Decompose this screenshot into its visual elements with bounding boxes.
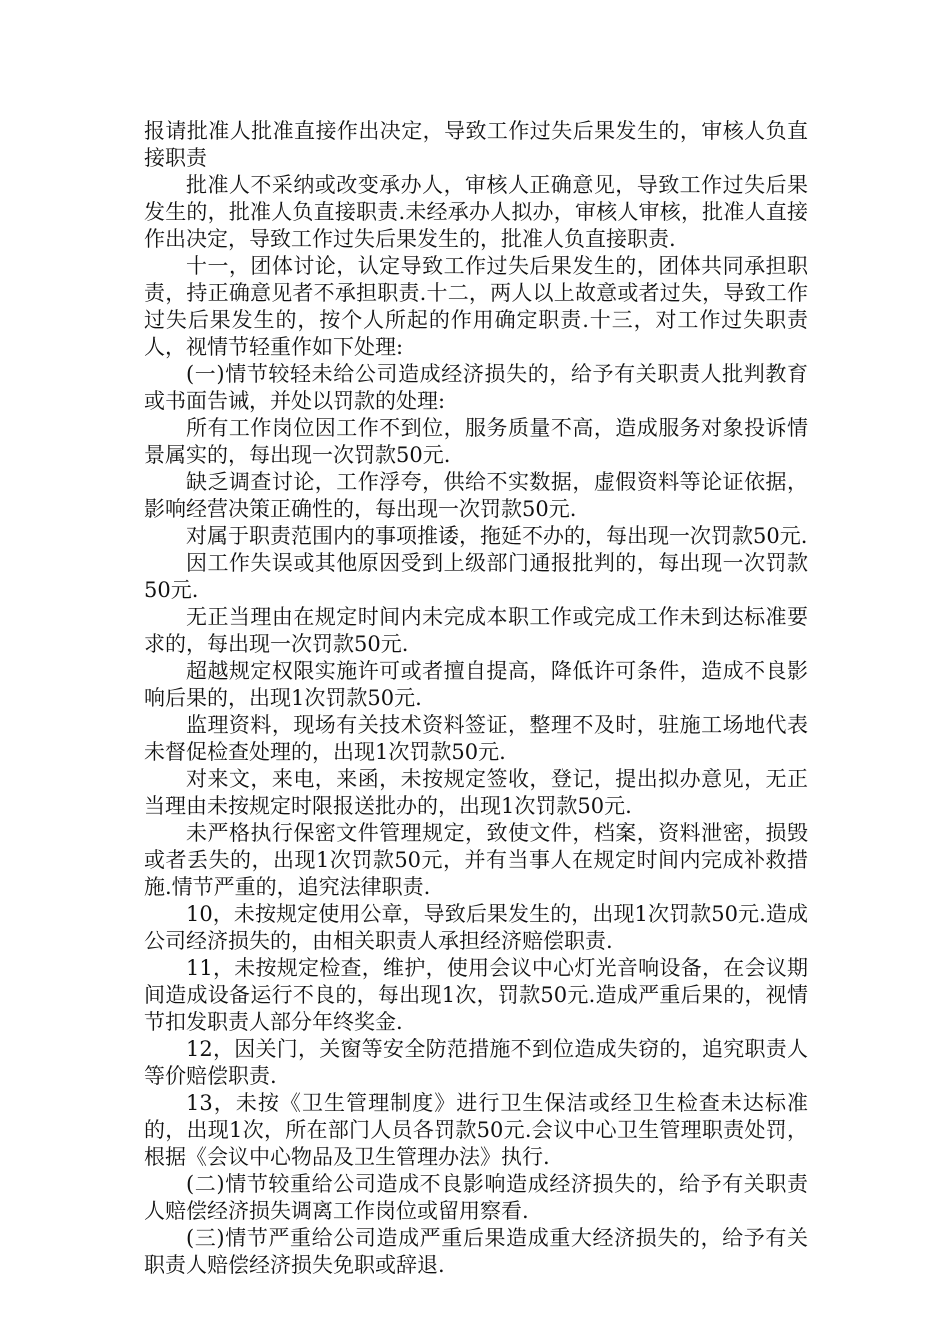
list-item: 未严格执行保密文件管理规定，致使文件，档案，资料泄密，损毁或者丢失的，出现1次罚款50元，并有当事人在规定时间内完成补救措施.情节严重的，追究法律职责. — [144, 821, 808, 899]
list-item: 所有工作岗位因工作不到位，服务质量不高，造成服务对象投诉情景属实的，每出现一次罚款50元. — [144, 416, 808, 467]
list-item: 超越规定权限实施许可或者擅自提高，降低许可条件，造成不良影响后果的，出现1次罚款50元. — [144, 659, 808, 710]
paragraph-group-discussion: 十一，团体讨论，认定导致工作过失后果发生的，团体共同承担职责，持正确意见者不承担职责.十二，两人以上故意或者过失，导致工作过失后果发生的，按个人所起的作用确定职责.十三，对工作过失职责人，视情节轻重作如下处理: — [144, 254, 808, 359]
paragraph-serious-cases: (二)情节较重给公司造成不良影响造成经济损失的，给予有关职责人赔偿经济损失调离工作岗位或留用察看. — [144, 1172, 808, 1223]
list-item: 11，未按规定检查，维护，使用会议中心灯光音响设备，在会议期间造成设备运行不良的，每出现1次，罚款50元.造成严重后果的，视情节扣发职责人部分年终奖金. — [144, 956, 808, 1034]
list-item: 对来文，来电，来函，未按规定签收，登记，提出拟办意见，无正当理由未按规定时限报送批办的，出现1次罚款50元. — [144, 767, 808, 818]
list-item: 监理资料，现场有关技术资料签证，整理不及时，驻施工场地代表未督促检查处理的，出现1次罚款50元. — [144, 713, 808, 764]
document-page — [144, 118, 808, 1279]
list-item: 对属于职责范围内的事项推诿，拖延不办的，每出现一次罚款50元. — [186, 524, 808, 548]
list-item: 12，因关门，关窗等安全防范措施不到位造成失窃的，追究职责人等价赔偿职责. — [144, 1037, 808, 1088]
list-item: 因工作失误或其他原因受到上级部门通报批判的，每出现一次罚款50元. — [144, 551, 808, 602]
paragraph-minor-cases: (一)情节较轻未给公司造成经济损失的，给予有关职责人批判教育或书面告诫，并处以罚款的处理: — [144, 362, 808, 413]
paragraph-continuation: 报请批准人批准直接作出决定，导致工作过失后果发生的，审核人负直接职责 — [144, 119, 808, 170]
paragraph-approver-responsibility: 批准人不采纳或改变承办人，审核人正确意见，导致工作过失后果发生的，批准人负直接职责.未经承办人拟办，审核人审核，批准人直接作出决定，导致工作过失后果发生的，批准人负直接职责. — [144, 173, 808, 251]
list-item: 无正当理由在规定时间内未完成本职工作或完成工作未到达标准要求的，每出现一次罚款50元. — [144, 605, 808, 656]
list-item: 缺乏调查讨论，工作浮夸，供给不实数据，虚假资料等论证依据，影响经营决策正确性的，每出现一次罚款50元. — [144, 470, 808, 521]
paragraph-severe-cases: (三)情节严重给公司造成严重后果造成重大经济损失的，给予有关职责人赔偿经济损失免职或辞退. — [144, 1226, 808, 1277]
list-item: 10，未按规定使用公章，导致后果发生的，出现1次罚款50元.造成公司经济损失的，由相关职责人承担经济赔偿职责. — [144, 902, 808, 953]
list-item: 13，未按《卫生管理制度》进行卫生保洁或经卫生检查未达标准的，出现1次，所在部门人员各罚款50元.会议中心卫生管理职责处罚，根据《会议中心物品及卫生管理办法》执行. — [144, 1091, 808, 1169]
